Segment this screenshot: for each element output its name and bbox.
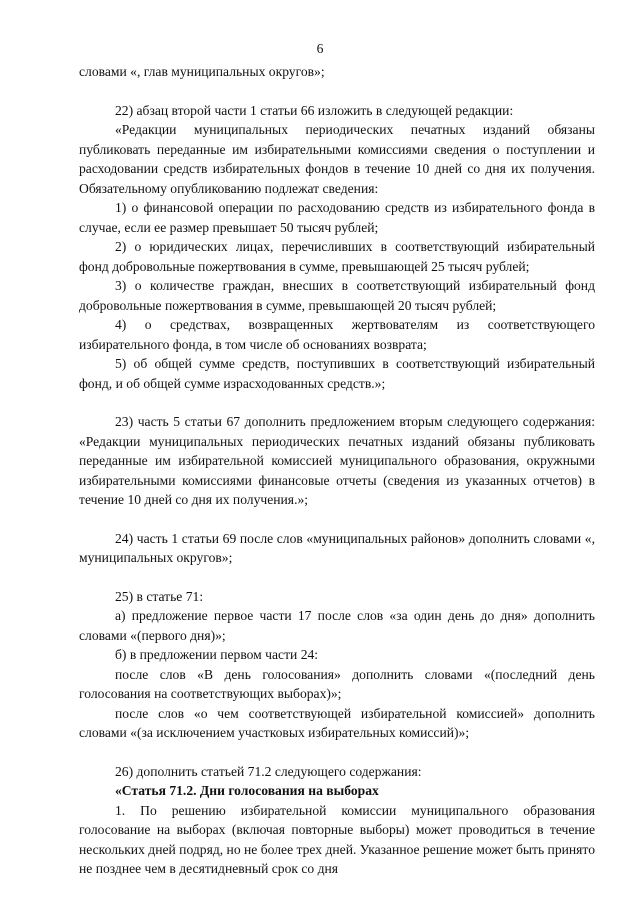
paragraph: 5) об общей сумме средств, поступивших в соответствующий избирательный фонд, и об общей сумме израсходованных средств.»;	[79, 356, 595, 391]
paragraph: 2) о юридических лицах, перечисливших в соответствующий избирательный фонд добровольные пожертвования в сумме, превышающей 25 тысяч рублей;	[79, 239, 595, 274]
paragraph: б) в предложении первом части 24:	[115, 647, 319, 662]
paragraph-gap	[79, 393, 595, 412]
paragraph: 1) о финансовой операции по расходованию средств из избирательного фонда в случае, если ее размер превышает 50 тысяч рублей;	[79, 200, 595, 235]
paragraph: после слов «о чем соответствующей избирательной комиссией» дополнить словами «(за исключением участковых избирательных комиссий)»;	[79, 705, 595, 740]
paragraph-gap	[79, 510, 595, 529]
article-heading: «Статья 71.2. Дни голосования на выборах	[115, 783, 379, 798]
paragraph-gap	[79, 743, 595, 762]
paragraph: 22) абзац второй части 1 статьи 66 изложить в следующей редакции:	[115, 102, 514, 118]
paragraph-gap	[79, 568, 595, 587]
paragraph: 4) о средствах, возвращенных жертвователям из соответствующего избирательного фонда, в том числе об основаниях возврата;	[79, 317, 595, 352]
paragraph-gap	[79, 82, 595, 101]
paragraph: 3) о количестве граждан, внесших в соответствующий избирательный фонд добровольные пожертвования в сумме, превышающей 20 тысяч рублей;	[79, 278, 595, 313]
paragraph: 24) часть 1 статьи 69 после слов «муниципальных районов» дополнить словами «, муниципальных округов»;	[79, 530, 595, 565]
page-number: 6	[316, 41, 324, 56]
paragraph: после слов «В день голосования» дополнить словами «(последний день голосования на соответствующих выборах)»;	[79, 666, 595, 701]
document-body	[79, 62, 595, 879]
paragraph: «Редакции муниципальных периодических печатных изданий обязаны публиковать переданные им избирательными комиссиями сведения о поступлении и расходовании средств избирательных фондов в течение 10 дней со дня их получения. Обязательному опубликованию подлежат сведения:	[79, 122, 595, 196]
paragraph: словами «, глав муниципальных округов»;	[79, 64, 325, 79]
paragraph: 26) дополнить статьей 71.2 следующего содержания:	[115, 763, 422, 779]
paragraph: 25) в статье 71:	[115, 588, 204, 604]
paragraph: а) предложение первое части 17 после слов «за один день до дня» дополнить словами «(первого дня)»;	[79, 608, 595, 643]
paragraph: 23) часть 5 статьи 67 дополнить предложением вторым следующего содержания: «Редакции муниципальных периодических печатных изданий обязаны публиковать переданные им избирательной комиссией муниципального образования, окружными избирательными комиссиями финансовые отчеты (сведения из указанных отчетов) в течение 10 дней со дня их получения.»;	[79, 414, 595, 507]
paragraph: 1. По решению избирательной комиссии муниципального образования голосование на выборах (включая повторные выборы) может проводиться в течение нескольких дней подряд, но не более трех дней. Указанное решение может быть принято не позднее чем в десятидневный срок со дня	[79, 802, 595, 876]
